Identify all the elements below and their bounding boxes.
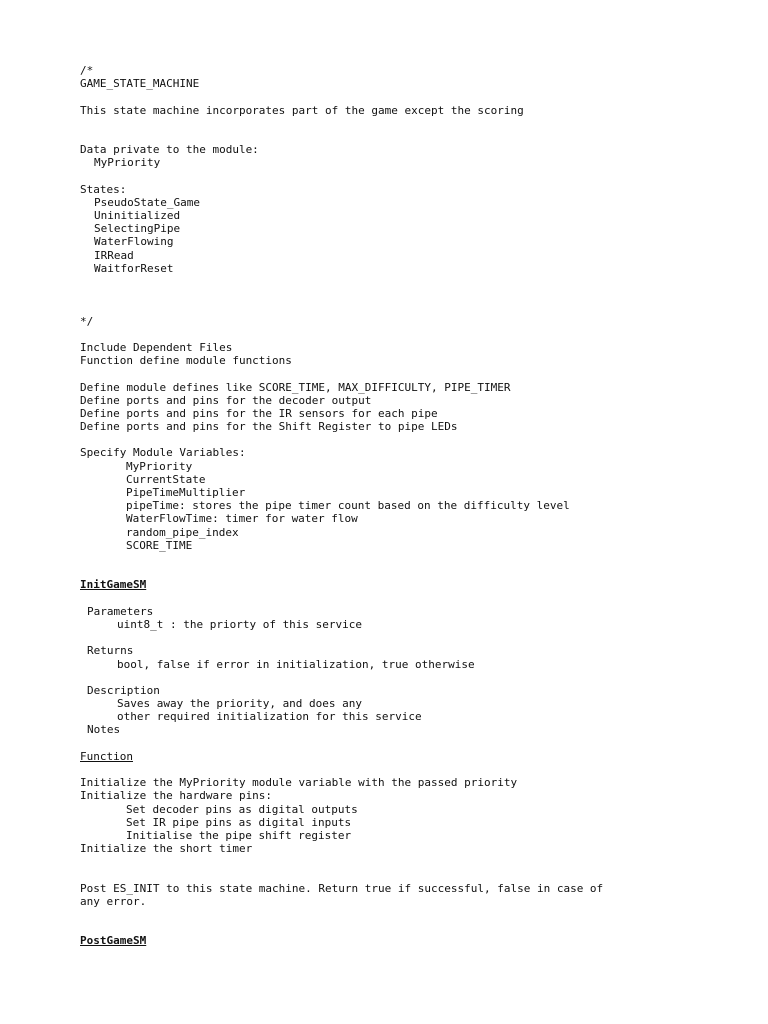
include-line: Function define module functions [80, 354, 292, 368]
function-sub-line: Set decoder pins as digital outputs [126, 802, 358, 816]
function-sub-line: Initialise the pipe shift register [126, 828, 352, 842]
description-label: Description [87, 683, 160, 697]
description-line: Saves away the priority, and does any [117, 697, 363, 711]
post-init-line: Post ES_INIT to this state machine. Return true if successful, false in case of [80, 881, 604, 895]
define-line: Define ports and pins for the IR sensors for each pipe [80, 406, 438, 420]
function-label: Function [80, 749, 133, 763]
variable-item: WaterFlowTime: timer for water flow [126, 512, 358, 526]
define-line: Define ports and pins for the Shift Register to pipe LEDs [80, 420, 458, 434]
define-line: Define module defines like SCORE_TIME, MAX_DIFFICULTY, PIPE_TIMER [80, 380, 511, 394]
function-sub-line: Set IR pipe pins as digital inputs [126, 815, 352, 829]
function-tail-line: Initialize the short timer [80, 842, 253, 856]
post-heading: PostGameSM [80, 934, 147, 948]
state-item: WaterFlowing [94, 235, 174, 249]
variable-item: pipeTime: stores the pipe timer count based on the difficulty level [126, 499, 570, 513]
document-page [80, 64, 740, 948]
variable-item: SCORE_TIME [126, 538, 193, 552]
returns-text: bool, false if error in initialization, true otherwise [117, 657, 475, 671]
variables-label: Specify Module Variables: [80, 446, 246, 460]
variable-item: PipeTimeMultiplier [126, 486, 246, 500]
parameters-text: uint8_t : the priorty of this service [117, 617, 363, 631]
state-item: Uninitialized [94, 209, 181, 223]
returns-label: Returns [87, 644, 134, 658]
include-line: Include Dependent Files [80, 340, 233, 354]
function-line: Initialize the MyPriority module variable with the passed priority [80, 776, 518, 790]
post-init-line: any error. [80, 894, 147, 908]
description-line: other required initialization for this service [117, 710, 422, 724]
state-item: WaitforReset [94, 261, 174, 275]
states-label: States: [80, 182, 127, 196]
private-data-label: Data private to the module: [80, 143, 259, 157]
state-item: PseudoState_Game [94, 195, 200, 209]
module-summary: This state machine incorporates part of the game except the scoring [80, 103, 524, 117]
variable-item: random_pipe_index [126, 525, 239, 539]
notes-label: Notes [87, 723, 121, 737]
parameters-label: Parameters [87, 604, 154, 618]
comment-close: */ [80, 314, 94, 328]
private-data-item: MyPriority [94, 156, 161, 170]
function-line: Initialize the hardware pins: [80, 789, 273, 803]
variable-item: CurrentState [126, 472, 206, 486]
comment-open: /* [80, 64, 94, 77]
variable-item: MyPriority [126, 459, 193, 473]
state-item: SelectingPipe [94, 222, 181, 236]
init-heading: InitGameSM [80, 578, 147, 592]
state-item: IRRead [94, 248, 134, 262]
define-line: Define ports and pins for the decoder output [80, 393, 372, 407]
module-name: GAME_STATE_MACHINE [80, 77, 200, 91]
